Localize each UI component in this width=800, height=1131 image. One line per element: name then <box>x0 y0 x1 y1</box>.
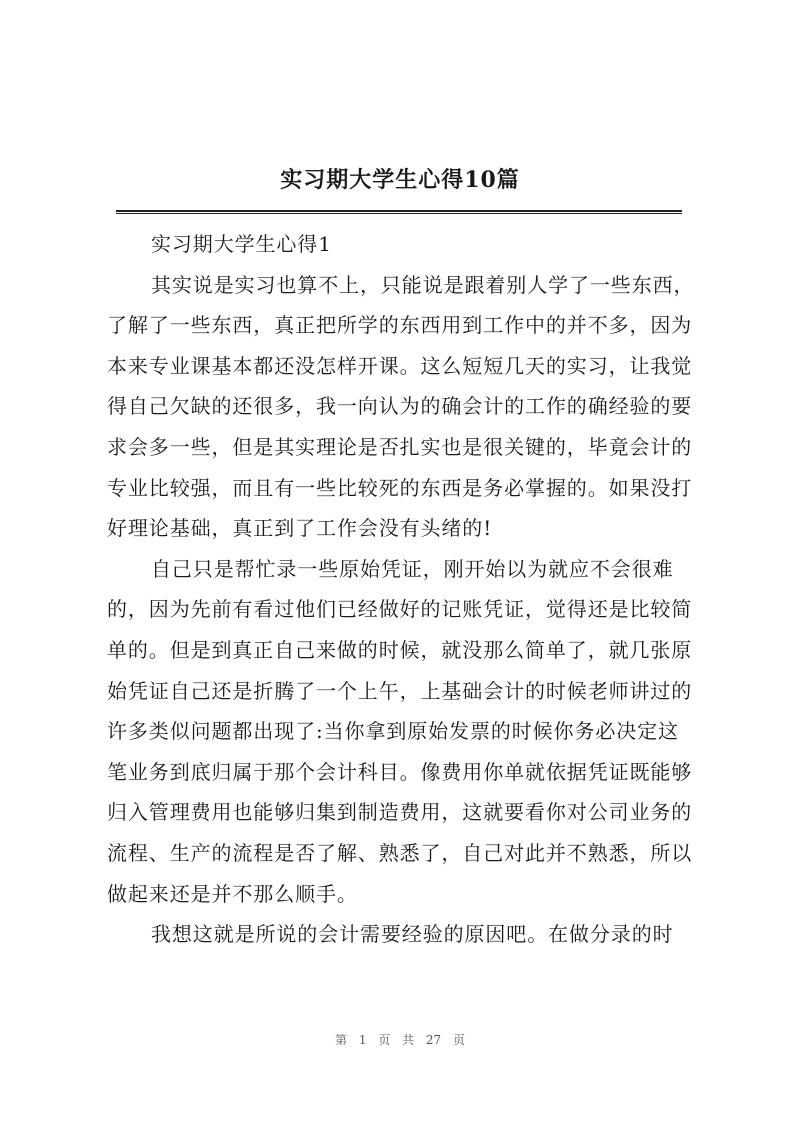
paragraph-line: 求会多一些，但是其实理论是否扎实也是很关键的，毕竟会计的 <box>107 434 693 459</box>
paragraph-line: 单的。但是到真正自己来做的时候，就没那么简单了，就几张原 <box>107 637 693 662</box>
paragraph-line: 自己只是帮忙录一些原始凭证，刚开始以为就应不会很难 <box>151 556 674 581</box>
paragraph-line: 了解了一些东西，真正把所学的东西用到工作中的并不多，因为 <box>107 313 693 338</box>
paragraph-line: 得自己欠缺的还很多，我一向认为的确会计的工作的确经验的要 <box>107 394 693 419</box>
page-title: 实习期大学生心得10篇 <box>280 167 520 193</box>
paragraph-line: 流程、生产的流程是否了解、熟悉了，自己对此并不熟悉，所以 <box>107 840 693 865</box>
paragraph-line: 许多类似问题都出现了:当你拿到原始发票的时候你务必决定这 <box>107 719 679 744</box>
paragraph-line: 本来专业课基本都还没怎样开课。这么短短几天的实习，让我觉 <box>107 353 693 378</box>
paragraph-line: 归入管理费用也能够归集到制造费用，这就要看你对公司业务的 <box>107 800 693 825</box>
paragraph-line: 笔业务到底归属于那个会计科目。像费用你单就依据凭证既能够 <box>107 759 693 784</box>
paragraph-line: 始凭证自己还是折腾了一个上午，上基础会计的时候老师讲过的 <box>107 678 693 703</box>
paragraph-line: 的，因为先前有看过他们已经做好的记账凭证，觉得还是比较简 <box>107 597 693 622</box>
section-heading: 实习期大学生心得1 <box>151 232 332 256</box>
paragraph-line: 做起来还是并不那么顺手。 <box>107 881 358 906</box>
paragraph-line: 专业比较强，而且有一些比较死的东西是务必掌握的。如果没打 <box>107 475 693 500</box>
paragraph-line: 我想这就是所说的会计需要经验的原因吧。在做分录的时 <box>151 922 674 947</box>
document-body <box>107 224 693 955</box>
paragraph-line: 其实说是实习也算不上，只能说是跟着别人学了一些东西， <box>151 272 695 297</box>
title-divider <box>116 210 682 214</box>
paragraph-line: 好理论基础，真正到了工作会没有头绪的! <box>107 516 493 541</box>
page-number-footer: 第 1 页 共 27 页 <box>335 1033 465 1047</box>
